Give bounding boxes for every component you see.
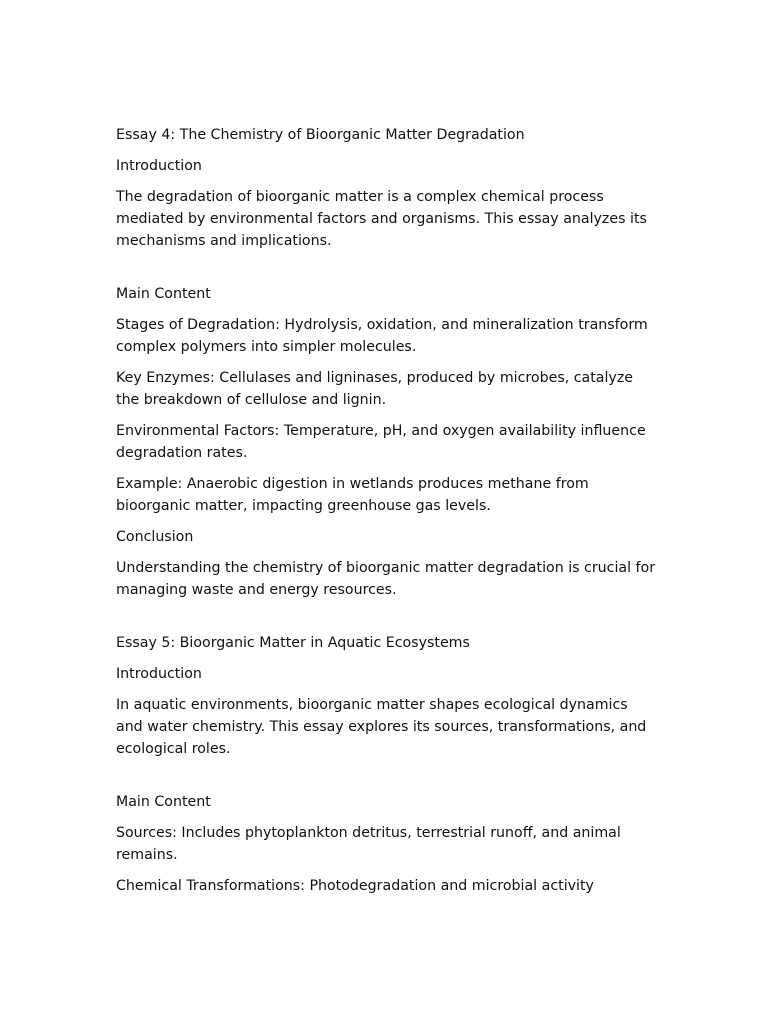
section-heading-main-content: Main Content xyxy=(116,286,211,302)
conclusion-paragraph: Understanding the chemistry of bioorganic matter degradation is crucial for managing waste and energy resources. xyxy=(116,560,656,598)
body-paragraph: Chemical Transformations: Photodegradation and microbial activity xyxy=(116,878,594,894)
body-paragraph: Stages of Degradation: Hydrolysis, oxidation, and mineralization transform complex polymers into simpler molecules. xyxy=(116,317,648,355)
section-heading-introduction: Introduction xyxy=(116,666,202,682)
body-paragraph: Environmental Factors: Temperature, pH, and oxygen availability influence degradation rates. xyxy=(116,423,646,461)
introduction-paragraph: In aquatic environments, bioorganic matter shapes ecological dynamics and water chemistry. This essay explores its sources, transformations, and ecological roles. xyxy=(116,697,647,757)
essay-4-title: Essay 4: The Chemistry of Bioorganic Matter Degradation xyxy=(116,127,525,143)
section-heading-main-content: Main Content xyxy=(116,794,211,810)
body-paragraph: Key Enzymes: Cellulases and ligninases, produced by microbes, catalyze the breakdown of cellulose and lignin. xyxy=(116,370,634,408)
blank-line xyxy=(116,769,656,791)
body-paragraph: Example: Anaerobic digestion in wetlands produces methane from bioorganic matter, impacting greenhouse gas levels. xyxy=(116,476,589,514)
section-heading-introduction: Introduction xyxy=(116,158,202,174)
blank-line xyxy=(116,610,656,632)
essay-5-title: Essay 5: Bioorganic Matter in Aquatic Ecosystems xyxy=(116,635,470,651)
blank-line xyxy=(116,261,656,283)
body-paragraph: Sources: Includes phytoplankton detritus, terrestrial runoff, and animal remains. xyxy=(116,825,621,863)
introduction-paragraph: The degradation of bioorganic matter is a complex chemical process mediated by environmental factors and organisms. This essay analyzes its mechanisms and implications. xyxy=(116,189,647,249)
section-heading-conclusion: Conclusion xyxy=(116,529,194,545)
document-page xyxy=(116,124,656,906)
